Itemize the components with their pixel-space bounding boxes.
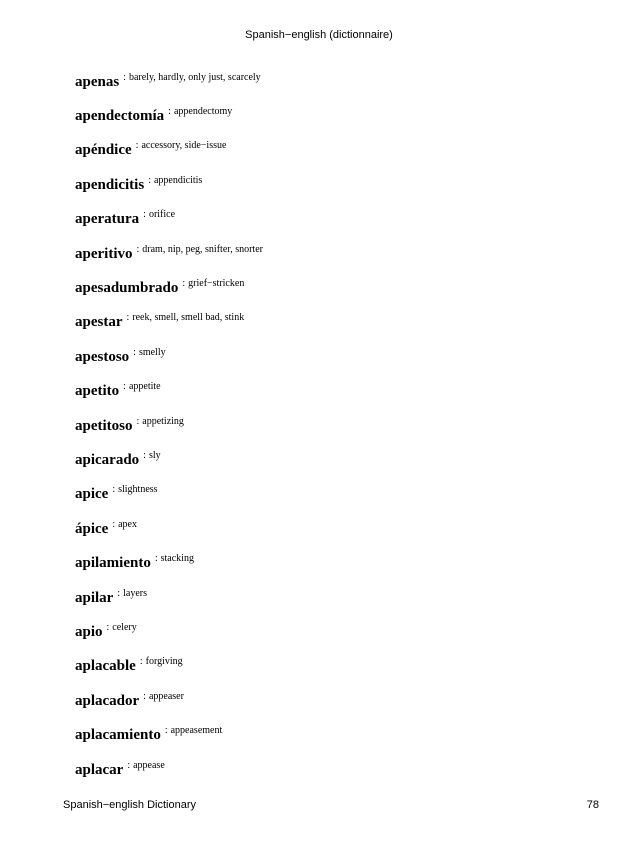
definition: dram, nip, peg, snifter, snorter	[142, 243, 263, 255]
definition: smelly	[138, 346, 166, 358]
separator: :	[143, 690, 146, 702]
dictionary-entry	[75, 751, 615, 785]
separator: :	[143, 209, 146, 221]
headword: aplacable	[75, 658, 136, 675]
separator: :	[126, 312, 130, 324]
separator: :	[168, 106, 171, 118]
definition: appeaser	[148, 690, 184, 702]
separator: :	[136, 415, 140, 427]
headword: apesadumbrado	[75, 280, 179, 297]
dictionary-entry	[75, 579, 615, 613]
separator: :	[143, 449, 146, 461]
headword: apice	[75, 486, 109, 503]
separator: :	[106, 621, 110, 633]
definition: stacking	[160, 553, 194, 565]
definition: apex	[118, 518, 137, 530]
dictionary-entry	[75, 544, 615, 578]
separator: :	[117, 587, 121, 599]
page-number: 78	[586, 799, 599, 811]
dictionary-entry	[75, 373, 615, 407]
separator: :	[164, 725, 168, 737]
dictionary-entry	[75, 682, 615, 716]
headword: aperatura	[75, 211, 140, 228]
dictionary-entry	[75, 716, 615, 750]
dictionary-entry	[75, 132, 615, 166]
definition: slightness	[118, 484, 158, 496]
separator: :	[148, 174, 151, 186]
headword: apestar	[75, 314, 123, 331]
definition: appendicitis	[153, 174, 203, 186]
headword: apenas	[75, 73, 120, 90]
dictionary-entry	[75, 304, 615, 338]
page-header: Spanish−english (dictionnaire)	[245, 29, 393, 41]
dictionary-entry	[75, 201, 615, 235]
dictionary-entry	[75, 269, 615, 303]
headword: aplacador	[75, 692, 140, 709]
dictionary-entry	[75, 235, 615, 269]
headword: apetito	[75, 383, 120, 400]
dictionary-entry	[75, 613, 615, 647]
separator: :	[136, 243, 140, 255]
definition: appeasement	[170, 725, 223, 737]
headword: apéndice	[75, 142, 132, 159]
headword: aplacamiento	[75, 727, 161, 744]
headword: ápice	[75, 520, 109, 537]
definition: orifice	[148, 209, 176, 221]
definition: layers	[123, 587, 148, 599]
headword: aperitivo	[75, 245, 133, 262]
separator: :	[182, 278, 186, 290]
dictionary-entry	[75, 476, 615, 510]
headword: apilar	[75, 589, 114, 606]
dictionary-entry	[75, 166, 615, 200]
definition: appetite	[128, 381, 161, 393]
headword: apendicitis	[75, 176, 145, 193]
dictionary-entry	[75, 63, 615, 97]
headword: apicarado	[75, 451, 140, 468]
entry-list	[75, 63, 615, 785]
definition: sly	[148, 449, 161, 461]
separator: :	[112, 484, 116, 496]
definition: reek, smell, smell bad, stink	[132, 312, 245, 324]
footer-book-title: Spanish−english Dictionary	[63, 799, 196, 811]
dictionary-entry	[75, 648, 615, 682]
definition: accessory, side−issue	[141, 140, 227, 152]
separator: :	[123, 71, 126, 83]
separator: :	[112, 518, 116, 530]
headword: apio	[75, 623, 103, 640]
definition: appease	[133, 759, 165, 771]
definition: celery	[112, 621, 137, 633]
headword: aplacar	[75, 761, 124, 778]
headword: apendectomía	[75, 108, 165, 125]
separator: :	[127, 759, 131, 771]
page-footer	[63, 798, 599, 812]
definition: forgiving	[145, 656, 183, 668]
definition: barely, hardly, only just, scarcely	[128, 71, 261, 83]
separator: :	[135, 140, 139, 152]
dictionary-entry	[75, 510, 615, 544]
separator: :	[133, 346, 136, 358]
dictionary-entry	[75, 338, 615, 372]
separator: :	[139, 656, 143, 668]
dictionary-entry	[75, 441, 615, 475]
separator: :	[123, 381, 126, 393]
definition: appetizing	[142, 415, 184, 427]
definition: grief−stricken	[188, 278, 245, 290]
definition: appendectomy	[173, 106, 233, 118]
headword: apetitoso	[75, 417, 133, 434]
headword: apilamiento	[75, 555, 151, 572]
dictionary-entry	[75, 407, 615, 441]
headword: apestoso	[75, 348, 130, 365]
dictionary-entry	[75, 97, 615, 131]
separator: :	[154, 553, 158, 565]
